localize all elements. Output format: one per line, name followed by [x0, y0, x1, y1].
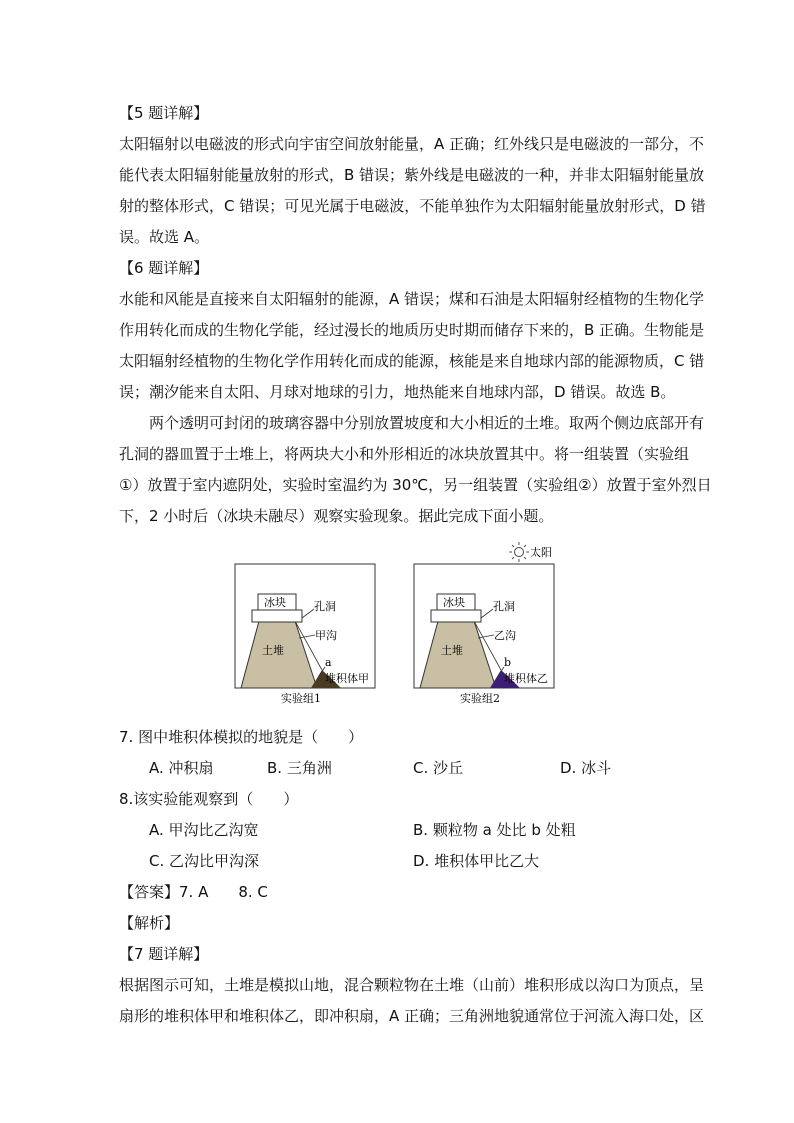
panel-caption: 实验组1 — [281, 692, 321, 705]
paragraph-line: 误；潮汐能来自太阳、月球对地球的引力，地热能来自地球内部，D 错误。故选 B。 — [119, 383, 676, 401]
dish-shape — [431, 610, 481, 622]
q7-option-b[interactable]: B. 三角洲 — [267, 759, 332, 777]
panel-1 — [235, 564, 375, 705]
panel-2 — [414, 564, 554, 705]
deposit-label: 堆积体乙 — [504, 672, 548, 685]
ice-label: 冰块 — [264, 596, 286, 609]
paragraph-line: 水能和风能是直接来自太阳辐射的能源，A 错误；煤和石油是太阳辐射经植物的生物化学 — [119, 290, 705, 308]
q7-detail-heading: 【7 题详解】 — [119, 945, 209, 963]
deposit-label: 堆积体甲 — [325, 672, 369, 685]
sun-label: 太阳 — [530, 546, 552, 559]
paragraph-line: 射的整体形式，C 错误；可见光属于电磁波，不能单独作为太阳辐射能量放射形式，D 错 — [119, 197, 706, 215]
paragraph-line: 作用转化而成的生物化学能，经过漫长的地质历史时期而储存下来的，B 正确。生物能是 — [119, 321, 705, 339]
panel-caption: 实验组2 — [460, 692, 500, 705]
paragraph-line: 太阳辐射经植物的生物化学作用转化而成的能源，核能是来自地球内部的能源物质，C 错 — [119, 352, 705, 370]
q8-option-a[interactable]: A. 甲沟比乙沟宽 — [149, 821, 259, 839]
q7-stem: 7. 图中堆积体模拟的地貌是（ ） — [119, 728, 364, 746]
hole-label: 孔洞 — [314, 600, 336, 613]
gully-label: 甲沟 — [315, 629, 337, 642]
q6-heading: 【6 题详解】 — [119, 259, 209, 277]
hole-label: 孔洞 — [493, 600, 515, 613]
experiment-figure — [225, 538, 565, 708]
point-label: a — [325, 656, 332, 669]
paragraph-line: 误。故选 A。 — [119, 228, 210, 246]
paragraph-line: 能代表太阳辐射能量放射的形式，B 错误；紫外线是电磁波的一种，并非太阳辐射能量放 — [119, 166, 705, 184]
mound-label: 土堆 — [262, 644, 284, 657]
sun-icon — [509, 542, 529, 562]
q8-option-c[interactable]: C. 乙沟比甲沟深 — [149, 852, 260, 870]
intro-line: 下，2 小时后（冰块未融尽）观察实验现象。据此完成下面小题。 — [119, 507, 554, 525]
paragraph-line: 根据图示可知，土堆是模拟山地，混合颗粒物在土堆（山前）堆积形成以沟口为顶点，呈 — [119, 976, 705, 994]
paragraph-line: 太阳辐射以电磁波的形式向宇宙空间放射能量，A 正确；红外线只是电磁波的一部分，不 — [119, 135, 705, 153]
q8-option-b[interactable]: B. 颗粒物 a 处比 b 处粗 — [413, 821, 576, 839]
q7-option-d[interactable]: D. 冰斗 — [560, 759, 612, 777]
gully-label: 乙沟 — [494, 629, 516, 642]
analysis-heading: 【解析】 — [119, 914, 180, 932]
mound-label: 土堆 — [441, 644, 463, 657]
dish-shape — [252, 610, 302, 622]
q8-stem: 8.该实验能观察到（ ） — [119, 790, 299, 808]
paragraph-line: 扇形的堆积体甲和堆积体乙，即冲积扇，A 正确；三角洲地貌通常位于河流入海口处，区 — [119, 1007, 705, 1025]
ice-label: 冰块 — [443, 596, 465, 609]
q7-option-c[interactable]: C. 沙丘 — [413, 759, 464, 777]
q5-heading: 【5 题详解】 — [119, 104, 209, 122]
q7-option-a[interactable]: A. 冲积扇 — [149, 759, 214, 777]
answer-line: 【答案】7. A 8. C — [119, 883, 268, 901]
q8-option-d[interactable]: D. 堆积体甲比乙大 — [413, 852, 540, 870]
intro-line: 两个透明可封闭的玻璃容器中分别放置坡度和大小相近的土堆。取两个侧边底部开有 — [149, 414, 705, 432]
intro-line: 孔洞的器皿置于土堆上，将两块大小和外形相近的冰块放置其中。将一组装置（实验组 — [119, 445, 690, 463]
intro-line: ①）放置于室内遮阴处，实验时室温约为 30℃，另一组装置（实验组②）放置于室外烈日 — [119, 476, 712, 494]
point-label: b — [504, 656, 512, 669]
